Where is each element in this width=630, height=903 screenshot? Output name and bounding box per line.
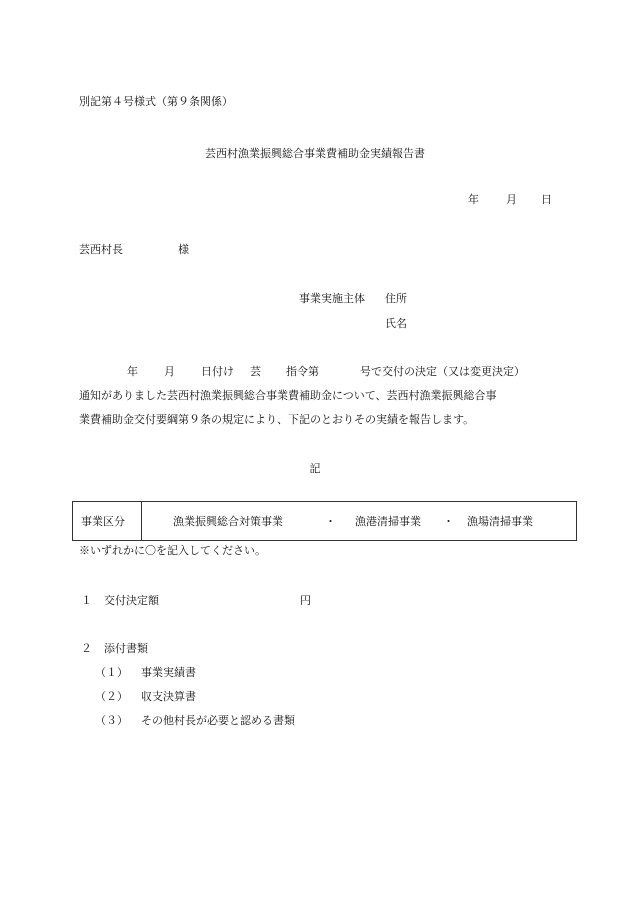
- attachment-3-label: その他村長が必要と認める書類: [141, 714, 295, 727]
- addressee-honorific: 様: [178, 243, 189, 256]
- body-rest: 号で交付の決定（又は変更決定）: [360, 365, 525, 378]
- ki-heading: 記: [309, 462, 321, 475]
- item-1-number: １: [81, 594, 92, 607]
- attachment-2-number: （２）: [95, 690, 128, 703]
- attachment-1-label: 事業実績書: [141, 666, 196, 679]
- option-fishing-ground-cleaning: 漁場清掃事業: [467, 515, 533, 528]
- item-2-label: 添付書類: [104, 642, 148, 655]
- body-prefix: 芸: [250, 365, 261, 378]
- item-1-unit: 円: [300, 594, 311, 607]
- date-month: 月: [506, 193, 517, 206]
- date-year: 年: [468, 193, 479, 206]
- attachment-1-number: （１）: [95, 666, 128, 679]
- body-line-3: 業費補助金交付要綱第９条の規定により、下記のとおりその実績を報告します。: [79, 413, 475, 426]
- table-divider: [141, 502, 142, 540]
- instruction-note: ※いずれかに〇を記入してください。: [79, 544, 266, 557]
- body-line-2: 通知がありました芸西村漁業振興総合事業費補助金について、芸西村漁業振興総合事: [79, 389, 497, 402]
- attachment-3-number: （３）: [95, 714, 128, 727]
- body-month: 月: [164, 365, 175, 378]
- form-label: 別記第４号様式（第９条関係）: [79, 95, 233, 108]
- name-label: 氏名: [385, 317, 407, 330]
- body-day-suffix: 日付け: [201, 365, 234, 378]
- address-label: 住所: [385, 292, 407, 305]
- option-general-fishery: 漁業振興総合対策事業: [173, 515, 283, 528]
- attachment-2-label: 収支決算書: [141, 690, 196, 703]
- option-harbor-cleaning: 漁港清掃事業: [355, 515, 421, 528]
- date-day: 日: [541, 193, 552, 206]
- option-separator: ・: [443, 515, 454, 528]
- business-category-table: [72, 501, 577, 541]
- applicant-label: 事業実施主体: [299, 292, 365, 305]
- business-category-label: 事業区分: [81, 515, 125, 528]
- body-year: 年: [127, 365, 138, 378]
- addressee-name: 芸西村長: [79, 243, 123, 256]
- document-title: 芸西村漁業振興総合事業費補助金実績報告書: [205, 147, 425, 160]
- item-2-number: ２: [81, 642, 92, 655]
- body-ref: 指令第: [286, 365, 319, 378]
- option-separator: ・: [325, 515, 336, 528]
- item-1-label: 交付決定額: [104, 594, 159, 607]
